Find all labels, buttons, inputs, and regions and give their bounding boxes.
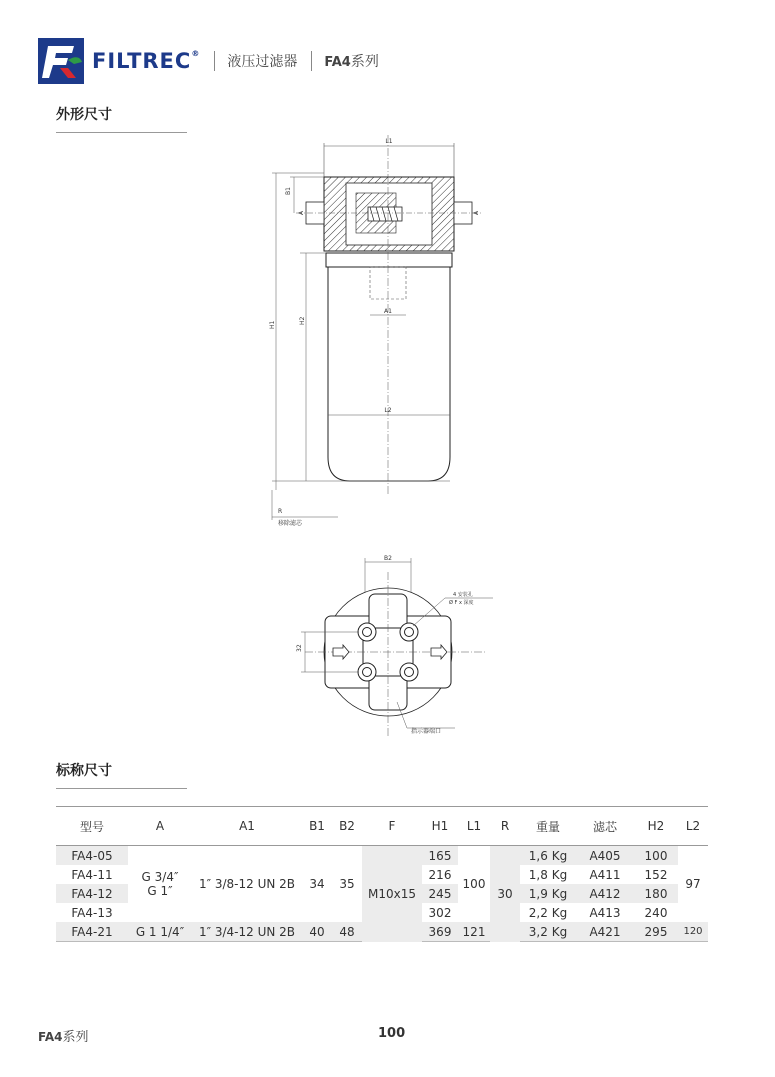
header-series: FA4系列 xyxy=(324,54,379,70)
cell-f-group: M10x15 xyxy=(362,846,422,942)
side-view-drawing xyxy=(260,135,500,530)
top-view-drawing xyxy=(285,552,505,742)
cell-h2: 180 xyxy=(634,884,678,903)
cell-b2-group: 35 xyxy=(339,877,355,891)
dim-h1: H1 xyxy=(269,320,276,329)
col-header: L2 xyxy=(678,807,708,846)
cell-b1-group: 34 xyxy=(309,877,325,891)
cell-l1: 121 xyxy=(458,922,490,942)
dim-32: 32 xyxy=(296,644,303,652)
page-number: 100 xyxy=(378,1026,406,1041)
col-header: B2 xyxy=(332,807,362,846)
col-header: 型号 xyxy=(56,807,128,846)
table-row xyxy=(56,846,708,866)
filtrec-logo-icon xyxy=(38,38,84,84)
cell-h1: 165 xyxy=(422,846,458,866)
spec-table xyxy=(56,806,708,942)
cell-h1: 369 xyxy=(422,922,458,942)
footer-series: FA4系列 xyxy=(38,1030,89,1045)
header-subtitle: 液压过滤器 xyxy=(227,54,298,70)
cell-h1: 245 xyxy=(422,884,458,903)
cell-l2-group: 97 xyxy=(685,877,701,891)
cell-weight: 2,2 Kg xyxy=(528,905,568,920)
remove-element-label: 移除滤芯 xyxy=(278,520,303,527)
col-header: L1 xyxy=(458,807,490,846)
col-header: H2 xyxy=(634,807,678,846)
col-header: A1 xyxy=(192,807,302,846)
dim-l2: L2 xyxy=(384,407,392,414)
cell-weight: 1,9 Kg xyxy=(520,884,576,903)
col-header: 滤芯 xyxy=(576,807,634,846)
header-separator xyxy=(214,51,215,71)
cell-h2: 295 xyxy=(634,922,678,942)
cell-l1-group: 100 xyxy=(462,877,486,891)
cell-h2: 240 xyxy=(644,905,668,920)
cell-weight: 3,2 Kg xyxy=(520,922,576,942)
dim-b1: B1 xyxy=(285,187,292,195)
cell-element: A421 xyxy=(576,922,634,942)
cell-a1: 1″ 3/4-12 UN 2B xyxy=(192,922,302,942)
col-header: 重量 xyxy=(520,807,576,846)
dim-l1: L1 xyxy=(385,138,393,145)
cell-b2: 48 xyxy=(332,922,362,942)
indicator-port-label: 指示器端口 xyxy=(411,728,442,735)
mount-holes-label: 4 安装孔 xyxy=(453,592,473,598)
dim-h2: H2 xyxy=(299,316,306,325)
cell-a: G 1 1/4″ xyxy=(128,922,192,942)
col-header: A xyxy=(128,807,192,846)
header-separator xyxy=(311,51,312,71)
cell-model: FA4-12 xyxy=(56,884,128,903)
cell-h1: 216 xyxy=(428,867,452,882)
cell-element: A412 xyxy=(576,884,634,903)
col-header: F xyxy=(362,807,422,846)
brand-name: FILTREC® xyxy=(92,49,201,73)
dimensions-title: 外形尺寸 xyxy=(56,107,112,123)
cell-element: A413 xyxy=(589,905,621,920)
cell-model: FA4-13 xyxy=(71,905,113,920)
page-header xyxy=(38,38,379,84)
col-header: H1 xyxy=(422,807,458,846)
table-header-row xyxy=(56,807,708,846)
mount-spec-label: Ø F x 深度 xyxy=(449,600,474,606)
dim-a-left: A xyxy=(298,210,305,215)
cell-h2: 100 xyxy=(634,846,678,866)
dim-r: R xyxy=(278,508,283,515)
cell-model: FA4-11 xyxy=(71,867,113,882)
cell-model: FA4-05 xyxy=(56,846,128,866)
cell-l2: 120 xyxy=(678,922,708,942)
section-divider xyxy=(56,788,187,789)
cell-h2: 152 xyxy=(644,867,668,882)
nominal-title: 标称尺寸 xyxy=(56,763,112,779)
cell-b1: 40 xyxy=(302,922,332,942)
col-header: R xyxy=(490,807,520,846)
cell-a1-group: 1″ 3/8-12 UN 2B xyxy=(198,877,296,891)
cell-element: A411 xyxy=(589,867,621,882)
dim-a-right: A xyxy=(473,210,480,215)
col-header: B1 xyxy=(302,807,332,846)
cell-model: FA4-21 xyxy=(56,922,128,942)
dim-b2: B2 xyxy=(384,555,392,562)
cell-h1: 302 xyxy=(428,905,452,920)
cell-weight: 1,6 Kg xyxy=(520,846,576,866)
section-divider xyxy=(56,132,187,133)
cell-element: A405 xyxy=(576,846,634,866)
cell-a-group: G 3/4″ G 1″ xyxy=(141,870,179,898)
dim-a1: A1 xyxy=(384,308,392,315)
cell-r-group: 30 xyxy=(490,846,520,942)
cell-weight: 1,8 Kg xyxy=(528,867,568,882)
